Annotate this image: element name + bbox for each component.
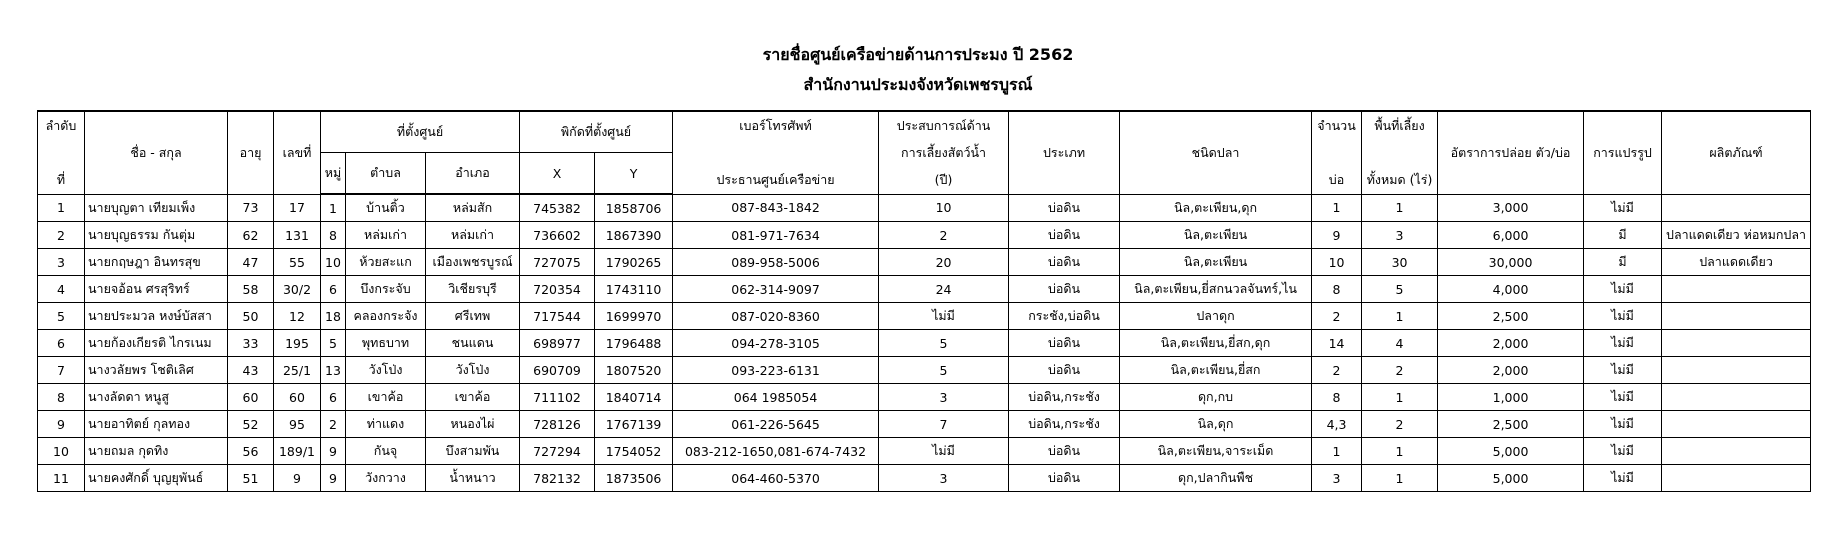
cell-phone: 093-223-6131 xyxy=(673,357,879,384)
cell-age: 73 xyxy=(228,194,274,222)
cell-y: 1858706 xyxy=(595,194,673,222)
cell-x: 745382 xyxy=(520,194,595,222)
cell-ponds: 2 xyxy=(1312,303,1362,330)
cell-type: บ่อดิน,กระชัง xyxy=(1009,411,1120,438)
cell-x: 720354 xyxy=(520,276,595,303)
cell-type: กระชัง,บ่อดิน xyxy=(1009,303,1120,330)
cell-name: นายบุญธรรม กันตุ่ม xyxy=(85,222,228,249)
cell-processing: ไม่มี xyxy=(1584,411,1662,438)
table-row xyxy=(38,357,1811,384)
cell-release: 2,000 xyxy=(1438,357,1584,384)
cell-fish: ปลาดุก xyxy=(1120,303,1312,330)
cell-processing: ไม่มี xyxy=(1584,303,1662,330)
cell-experience: 20 xyxy=(879,249,1009,276)
cell-tambon: ท่าแดง xyxy=(346,411,426,438)
cell-seq: 2 xyxy=(38,222,85,249)
cell-x: 728126 xyxy=(520,411,595,438)
cell-type: บ่อดิน xyxy=(1009,438,1120,465)
cell-age: 58 xyxy=(228,276,274,303)
header-tambon: ตำบล xyxy=(346,153,426,195)
header-fish: ชนิดปลา xyxy=(1120,111,1312,194)
cell-house-no: 131 xyxy=(274,222,321,249)
table-row xyxy=(38,330,1811,357)
table-row xyxy=(38,276,1811,303)
cell-age: 51 xyxy=(228,465,274,492)
cell-moo: 13 xyxy=(321,357,346,384)
cell-seq: 5 xyxy=(38,303,85,330)
cell-moo: 2 xyxy=(321,411,346,438)
cell-name: นางวลัยพร โชติเลิศ xyxy=(85,357,228,384)
cell-type: บ่อดิน,กระชัง xyxy=(1009,384,1120,411)
cell-amphoe: เขาค้อ xyxy=(426,384,520,411)
cell-seq: 3 xyxy=(38,249,85,276)
cell-age: 47 xyxy=(228,249,274,276)
table-row xyxy=(38,411,1811,438)
cell-tambon: หล่มเก่า xyxy=(346,222,426,249)
cell-release: 2,000 xyxy=(1438,330,1584,357)
cell-area: 1 xyxy=(1362,384,1438,411)
cell-phone: 087-020-8360 xyxy=(673,303,879,330)
title-block xyxy=(0,40,1836,100)
cell-x: 690709 xyxy=(520,357,595,384)
cell-product xyxy=(1662,411,1811,438)
table-row xyxy=(38,303,1811,330)
cell-seq: 9 xyxy=(38,411,85,438)
cell-phone: 061-226-5645 xyxy=(673,411,879,438)
cell-moo: 9 xyxy=(321,438,346,465)
cell-seq: 10 xyxy=(38,438,85,465)
cell-moo: 9 xyxy=(321,465,346,492)
cell-moo: 6 xyxy=(321,276,346,303)
cell-name: นายก้องเกียรติ ไกรเนม xyxy=(85,330,228,357)
cell-tambon: บ้านติ้ว xyxy=(346,194,426,222)
cell-fish: นิล,ตะเพียน,ยี่สกนวลจันทร์,ไน xyxy=(1120,276,1312,303)
header-x: X xyxy=(520,153,595,195)
cell-tambon: กันจุ xyxy=(346,438,426,465)
cell-product xyxy=(1662,465,1811,492)
cell-release: 3,000 xyxy=(1438,194,1584,222)
cell-y: 1796488 xyxy=(595,330,673,357)
cell-house-no: 25/1 xyxy=(274,357,321,384)
cell-amphoe: น้ำหนาว xyxy=(426,465,520,492)
cell-x: 698977 xyxy=(520,330,595,357)
table-row xyxy=(38,465,1811,492)
cell-age: 62 xyxy=(228,222,274,249)
cell-phone: 089-958-5006 xyxy=(673,249,879,276)
cell-phone: 081-971-7634 xyxy=(673,222,879,249)
cell-fish: นิล,ตะเพียน xyxy=(1120,249,1312,276)
cell-area: 1 xyxy=(1362,438,1438,465)
cell-seq: 11 xyxy=(38,465,85,492)
cell-area: 4 xyxy=(1362,330,1438,357)
cell-house-no: 95 xyxy=(274,411,321,438)
header-name: ชื่อ - สกุล xyxy=(85,111,228,194)
cell-moo: 5 xyxy=(321,330,346,357)
cell-amphoe: ชนแดน xyxy=(426,330,520,357)
header-area: พื้นที่เลี้ยง ทั้งหมด (ไร่) xyxy=(1362,111,1438,194)
cell-product xyxy=(1662,384,1811,411)
cell-tambon: เขาค้อ xyxy=(346,384,426,411)
cell-experience: 24 xyxy=(879,276,1009,303)
cell-house-no: 17 xyxy=(274,194,321,222)
cell-processing: ไม่มี xyxy=(1584,330,1662,357)
cell-release: 2,500 xyxy=(1438,411,1584,438)
header-release: อัตราการปล่อย ตัว/บ่อ xyxy=(1438,111,1584,194)
cell-name: นางลัดดา หนูสู xyxy=(85,384,228,411)
cell-processing: มี xyxy=(1584,249,1662,276)
cell-y: 1867390 xyxy=(595,222,673,249)
cell-moo: 8 xyxy=(321,222,346,249)
cell-phone: 083-212-1650,081-674-7432 xyxy=(673,438,879,465)
cell-ponds: 8 xyxy=(1312,384,1362,411)
cell-release: 2,500 xyxy=(1438,303,1584,330)
cell-house-no: 195 xyxy=(274,330,321,357)
cell-processing: ไม่มี xyxy=(1584,465,1662,492)
cell-processing: ไม่มี xyxy=(1584,438,1662,465)
cell-processing: ไม่มี xyxy=(1584,384,1662,411)
cell-product xyxy=(1662,194,1811,222)
cell-y: 1873506 xyxy=(595,465,673,492)
cell-seq: 4 xyxy=(38,276,85,303)
cell-amphoe: หล่มสัก xyxy=(426,194,520,222)
cell-type: บ่อดิน xyxy=(1009,465,1120,492)
cell-area: 30 xyxy=(1362,249,1438,276)
document-subtitle: สำนักงานประมงจังหวัดเพชรบูรณ์ xyxy=(803,75,1033,94)
cell-fish: นิล,ดุก xyxy=(1120,411,1312,438)
cell-y: 1790265 xyxy=(595,249,673,276)
cell-experience: ไม่มี xyxy=(879,438,1009,465)
header-seq: ลำดับ ที่ xyxy=(38,111,85,194)
cell-seq: 8 xyxy=(38,384,85,411)
cell-y: 1754052 xyxy=(595,438,673,465)
cell-tambon: คลองกระจัง xyxy=(346,303,426,330)
table-row xyxy=(38,222,1811,249)
table-row xyxy=(38,384,1811,411)
header-type: ประเภท xyxy=(1009,111,1120,194)
cell-ponds: 14 xyxy=(1312,330,1362,357)
cell-experience: 10 xyxy=(879,194,1009,222)
cell-amphoe: หล่มเก่า xyxy=(426,222,520,249)
cell-product: ปลาแดดเดียว ห่อหมกปลา xyxy=(1662,222,1811,249)
cell-house-no: 55 xyxy=(274,249,321,276)
cell-x: 711102 xyxy=(520,384,595,411)
cell-y: 1699970 xyxy=(595,303,673,330)
cell-age: 50 xyxy=(228,303,274,330)
cell-amphoe: เมืองเพชรบูรณ์ xyxy=(426,249,520,276)
cell-amphoe: วังโป่ง xyxy=(426,357,520,384)
cell-product xyxy=(1662,303,1811,330)
cell-y: 1767139 xyxy=(595,411,673,438)
cell-area: 2 xyxy=(1362,411,1438,438)
cell-processing: ไม่มี xyxy=(1584,276,1662,303)
cell-experience: 5 xyxy=(879,330,1009,357)
cell-age: 60 xyxy=(228,384,274,411)
header-experience: ประสบการณ์ด้าน การเลี้ยงสัตว์น้ำ (ปี) xyxy=(879,111,1009,194)
cell-moo: 6 xyxy=(321,384,346,411)
cell-x: 727294 xyxy=(520,438,595,465)
cell-release: 5,000 xyxy=(1438,438,1584,465)
table-row xyxy=(38,194,1811,222)
cell-area: 2 xyxy=(1362,357,1438,384)
cell-type: บ่อดิน xyxy=(1009,194,1120,222)
cell-name: นายอาทิตย์ กุลทอง xyxy=(85,411,228,438)
cell-name: นายกฤษฎา อินทรสุข xyxy=(85,249,228,276)
cell-name: นายถมล กุดทิง xyxy=(85,438,228,465)
cell-moo: 1 xyxy=(321,194,346,222)
header-moo: หมู่ xyxy=(321,153,346,195)
cell-amphoe: วิเชียรบุรี xyxy=(426,276,520,303)
cell-experience: 3 xyxy=(879,465,1009,492)
cell-processing: มี xyxy=(1584,222,1662,249)
table-row xyxy=(38,249,1811,276)
header-ponds: จำนวน บ่อ xyxy=(1312,111,1362,194)
cell-experience: 3 xyxy=(879,384,1009,411)
header-location: ที่ตั้งศูนย์ xyxy=(321,111,520,153)
cell-type: บ่อดิน xyxy=(1009,330,1120,357)
cell-experience: 2 xyxy=(879,222,1009,249)
cell-x: 736602 xyxy=(520,222,595,249)
cell-fish: นิล,ตะเพียน,จาระเม็ด xyxy=(1120,438,1312,465)
cell-release: 5,000 xyxy=(1438,465,1584,492)
cell-ponds: 3 xyxy=(1312,465,1362,492)
cell-phone: 064 1985054 xyxy=(673,384,879,411)
cell-release: 6,000 xyxy=(1438,222,1584,249)
header-y: Y xyxy=(595,153,673,195)
cell-y: 1840714 xyxy=(595,384,673,411)
cell-area: 1 xyxy=(1362,303,1438,330)
cell-ponds: 8 xyxy=(1312,276,1362,303)
cell-seq: 7 xyxy=(38,357,85,384)
cell-ponds: 1 xyxy=(1312,194,1362,222)
cell-processing: ไม่มี xyxy=(1584,357,1662,384)
cell-tambon: บึงกระจับ xyxy=(346,276,426,303)
cell-product: ปลาแดดเดียว xyxy=(1662,249,1811,276)
cell-ponds: 1 xyxy=(1312,438,1362,465)
cell-type: บ่อดิน xyxy=(1009,222,1120,249)
cell-seq: 1 xyxy=(38,194,85,222)
cell-name: นายประมวล หงษ์บัสสา xyxy=(85,303,228,330)
cell-age: 56 xyxy=(228,438,274,465)
cell-fish: นิล,ตะเพียน,ยี่สก xyxy=(1120,357,1312,384)
cell-tambon: ห้วยสะแก xyxy=(346,249,426,276)
header-row-top xyxy=(38,111,1811,153)
cell-house-no: 30/2 xyxy=(274,276,321,303)
cell-ponds: 2 xyxy=(1312,357,1362,384)
cell-age: 33 xyxy=(228,330,274,357)
cell-release: 30,000 xyxy=(1438,249,1584,276)
cell-type: บ่อดิน xyxy=(1009,249,1120,276)
cell-release: 1,000 xyxy=(1438,384,1584,411)
cell-name: นายบุญตา เทียมเพ็ง xyxy=(85,194,228,222)
cell-moo: 10 xyxy=(321,249,346,276)
cell-age: 52 xyxy=(228,411,274,438)
cell-seq: 6 xyxy=(38,330,85,357)
cell-product xyxy=(1662,438,1811,465)
cell-fish: ดุก,กบ xyxy=(1120,384,1312,411)
cell-house-no: 9 xyxy=(274,465,321,492)
cell-ponds: 10 xyxy=(1312,249,1362,276)
cell-name: นายจอ้อน ศรสุริทร์ xyxy=(85,276,228,303)
cell-y: 1807520 xyxy=(595,357,673,384)
cell-y: 1743110 xyxy=(595,276,673,303)
fishery-network-table xyxy=(37,110,1811,492)
cell-age: 43 xyxy=(228,357,274,384)
cell-house-no: 12 xyxy=(274,303,321,330)
cell-phone: 064-460-5370 xyxy=(673,465,879,492)
cell-house-no: 60 xyxy=(274,384,321,411)
cell-name: นายคงศักดิ์ บุญยุพันธ์ xyxy=(85,465,228,492)
cell-processing: ไม่มี xyxy=(1584,194,1662,222)
cell-phone: 087-843-1842 xyxy=(673,194,879,222)
cell-moo: 18 xyxy=(321,303,346,330)
cell-amphoe: ศรีเทพ xyxy=(426,303,520,330)
header-phone: เบอร์โทรศัพท์ ประธานศูนย์เครือข่าย xyxy=(673,111,879,194)
cell-tambon: วังกวาง xyxy=(346,465,426,492)
cell-experience: ไม่มี xyxy=(879,303,1009,330)
cell-amphoe: บึงสามพัน xyxy=(426,438,520,465)
table-body xyxy=(38,194,1811,492)
cell-area: 5 xyxy=(1362,276,1438,303)
cell-x: 782132 xyxy=(520,465,595,492)
cell-phone: 094-278-3105 xyxy=(673,330,879,357)
cell-area: 1 xyxy=(1362,465,1438,492)
cell-tambon: พุทธบาท xyxy=(346,330,426,357)
cell-type: บ่อดิน xyxy=(1009,357,1120,384)
cell-experience: 7 xyxy=(879,411,1009,438)
cell-fish: นิล,ตะเพียน xyxy=(1120,222,1312,249)
cell-product xyxy=(1662,276,1811,303)
cell-product xyxy=(1662,330,1811,357)
cell-ponds: 4,3 xyxy=(1312,411,1362,438)
header-processing: การแปรรูป xyxy=(1584,111,1662,194)
header-product: ผลิตภัณฑ์ xyxy=(1662,111,1811,194)
cell-area: 1 xyxy=(1362,194,1438,222)
cell-release: 4,000 xyxy=(1438,276,1584,303)
cell-fish: นิล,ตะเพียน,ดุก xyxy=(1120,194,1312,222)
cell-product xyxy=(1662,357,1811,384)
cell-x: 727075 xyxy=(520,249,595,276)
cell-house-no: 189/1 xyxy=(274,438,321,465)
table-row xyxy=(38,438,1811,465)
document-title: รายชื่อศูนย์เครือข่ายด้านการประมง ปี 2562 xyxy=(762,45,1074,64)
cell-x: 717544 xyxy=(520,303,595,330)
cell-ponds: 9 xyxy=(1312,222,1362,249)
cell-amphoe: หนองไผ่ xyxy=(426,411,520,438)
header-age: อายุ xyxy=(228,111,274,194)
header-coords: พิกัดที่ตั้งศูนย์ xyxy=(520,111,673,153)
cell-area: 3 xyxy=(1362,222,1438,249)
cell-fish: นิล,ตะเพียน,ยี่สก,ดุก xyxy=(1120,330,1312,357)
cell-type: บ่อดิน xyxy=(1009,276,1120,303)
cell-experience: 5 xyxy=(879,357,1009,384)
cell-phone: 062-314-9097 xyxy=(673,276,879,303)
cell-tambon: วังโป่ง xyxy=(346,357,426,384)
header-house-no: เลขที่ xyxy=(274,111,321,194)
cell-fish: ดุก,ปลากินพืช xyxy=(1120,465,1312,492)
header-amphoe: อำเภอ xyxy=(426,153,520,195)
